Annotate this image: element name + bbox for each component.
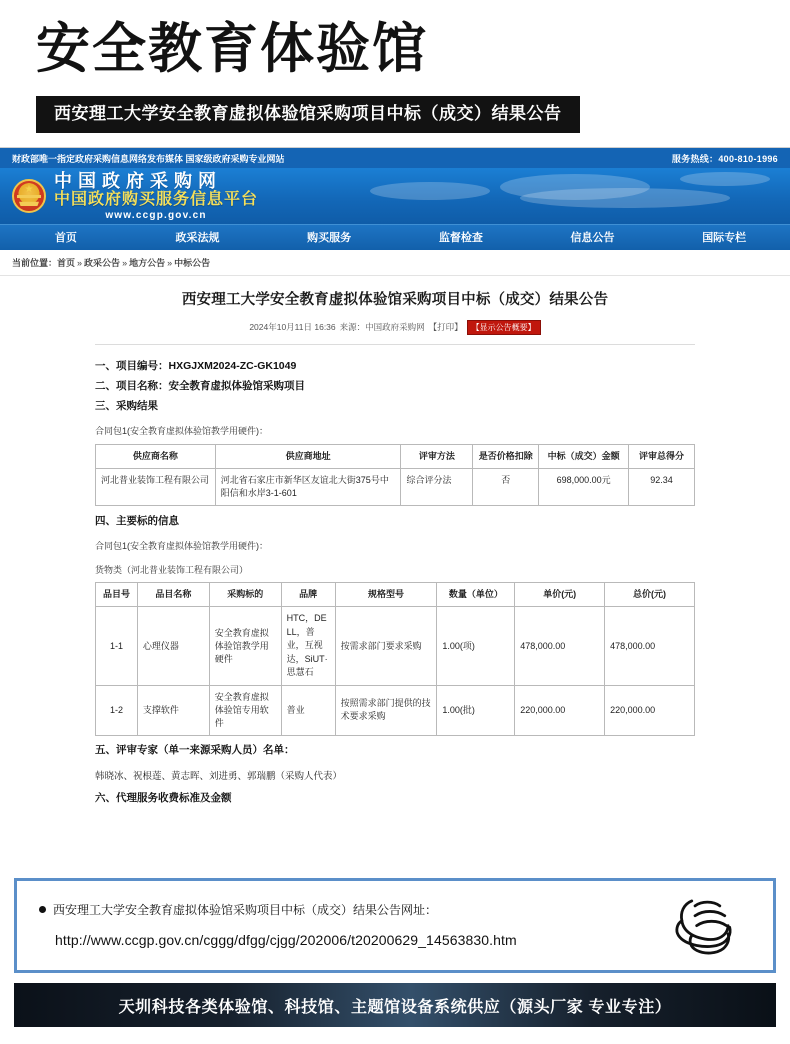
th-procurement-target: 采购标的 <box>209 583 281 607</box>
announcement-url[interactable]: http://www.ccgp.gov.cn/cggg/dfgg/cjgg/202006/t20200629_14563830.htm <box>55 932 517 948</box>
section-3-label: 三、采购结果 <box>95 399 158 412</box>
cloud-decoration <box>520 188 730 208</box>
nav-item-supervision[interactable]: 监督检查 <box>438 231 483 244</box>
emblem-bar <box>17 195 41 198</box>
emblem-gate <box>19 198 39 206</box>
gov-topbar <box>0 148 790 168</box>
nav-item-international[interactable]: 国际专栏 <box>702 231 747 244</box>
nav-item-services[interactable]: 购买服务 <box>307 231 352 244</box>
breadcrumb-item-local[interactable]: 地方公告 <box>129 258 166 269</box>
table-row <box>96 469 695 506</box>
result-table <box>95 444 695 506</box>
promo-subtitle: 西安理工大学安全教育虚拟体验馆采购项目中标（成交）结果公告 <box>36 96 580 133</box>
cell-supplier-name: 河北普业装饰工程有限公司 <box>96 469 216 506</box>
nav-item-home[interactable]: 首页 <box>54 231 77 244</box>
national-emblem-icon <box>12 179 46 213</box>
breadcrumb-item-policy[interactable]: 政采公告 <box>84 258 121 269</box>
th-quantity-unit: 数量（单位） <box>437 583 515 607</box>
cell-total-score: 92.34 <box>629 469 695 506</box>
cell-procurement-target: 安全教育虚拟体验馆教学用硬件 <box>209 607 281 686</box>
th-unit-price: 单价(元) <box>515 583 605 607</box>
cell-item-no: 1-1 <box>96 607 138 686</box>
callout-frame <box>14 878 776 973</box>
footer-banner-text: 天圳科技各类体验馆、科技馆、主题馆设备系统供应（源头厂家 专业专注） <box>118 998 672 1016</box>
cell-spec-model: 按需求部门要求采购 <box>335 607 437 686</box>
gov-logo-text <box>54 172 258 221</box>
cell-unit-price: 220,000.00 <box>515 685 605 735</box>
callout-bullet-text: 西安理工大学安全教育虚拟体验馆采购项目中标（成交）结果公告网址： <box>53 903 438 917</box>
footer-banner <box>14 983 776 1027</box>
cell-award-amount: 698,000.00元 <box>539 469 629 506</box>
cell-unit-price: 478,000.00 <box>515 607 605 686</box>
cell-spec-model: 按照需求部门提供的技术要求采购 <box>335 685 437 735</box>
breadcrumb <box>0 250 790 276</box>
nav-item-regulations[interactable]: 政采法规 <box>175 231 220 244</box>
cell-brand: HTC，DELL，普业，互视达，SiUT·思慧石 <box>281 607 335 686</box>
show-abstract-badge[interactable]: 【显示公告概要】 <box>467 320 541 335</box>
section-6-label: 六、代理服务收费标准及金额 <box>95 792 232 805</box>
breadcrumb-item-winner[interactable]: 中标公告 <box>174 258 211 269</box>
th-price-deduction: 是否价格扣除 <box>473 444 539 468</box>
breadcrumb-separator: » <box>77 257 83 268</box>
th-review-method: 评审方法 <box>401 444 473 468</box>
breadcrumb-item-home[interactable]: 首页 <box>57 258 76 269</box>
th-supplier-name: 供应商名称 <box>96 444 216 468</box>
cell-item-name: 支撑软件 <box>137 685 209 735</box>
cloud-decoration <box>680 172 770 186</box>
page-title: 西安理工大学安全教育虚拟体验馆采购项目中标（成交）结果公告 <box>181 292 609 309</box>
gov-nav-bar[interactable] <box>0 224 790 250</box>
cell-review-method: 综合评分法 <box>401 469 473 506</box>
cell-item-no: 1-2 <box>96 685 138 735</box>
cell-item-name: 心理仪器 <box>137 607 209 686</box>
breadcrumb-separator: » <box>122 257 128 268</box>
nav-item-announcements[interactable]: 信息公告 <box>570 231 615 244</box>
section-5-label: 五、评审专家（单一来源采购人员）名单： <box>95 744 295 757</box>
section-4-label: 四、主要标的信息 <box>95 515 179 528</box>
star-glyph: ★ <box>24 184 34 196</box>
th-total-price: 总价(元) <box>605 583 695 607</box>
section-1-label: 一、项目编号： <box>95 359 169 372</box>
package-note-2: 合同包1(安全教育虚拟体验馆教学用硬件)： <box>95 541 269 552</box>
project-name-value: 安全教育虚拟体验馆采购项目 <box>168 379 305 392</box>
package-note-1: 合同包1(安全教育虚拟体验馆教学用硬件)： <box>95 425 269 436</box>
bullet-dot-icon <box>39 906 46 913</box>
goods-note: 货物类（河北普业装饰工程有限公司） <box>95 565 249 576</box>
th-award-amount: 中标（成交）金额 <box>539 444 629 468</box>
items-table <box>95 582 695 736</box>
publish-source: 来源：中国政府采购网 <box>339 322 425 333</box>
th-spec-model: 规格型号 <box>335 583 437 607</box>
table-header-row <box>96 444 695 468</box>
table-row <box>96 685 695 735</box>
promo-subtitle-wrap <box>0 96 790 133</box>
gov-logo-line1: 中国政府采购网 <box>54 170 222 191</box>
table-row <box>96 607 695 686</box>
project-number-value: HXGJXM2024-ZC-GK1049 <box>168 359 297 372</box>
cell-total-price: 478,000.00 <box>605 607 695 686</box>
announcement-document <box>0 276 790 805</box>
gov-service-hotline: 服务热线：400-810-1996 <box>671 153 778 164</box>
table-header-row <box>96 583 695 607</box>
cell-brand: 普业 <box>281 685 335 735</box>
cell-quantity-unit: 1.00(项) <box>437 607 515 686</box>
callout-inner <box>23 887 767 964</box>
th-total-score: 评审总得分 <box>629 444 695 468</box>
cloud-decoration <box>370 182 490 200</box>
gov-logo-url: www.ccgp.gov.cn <box>105 209 207 221</box>
th-supplier-address: 供应商地址 <box>215 444 401 468</box>
cell-total-price: 220,000.00 <box>605 685 695 735</box>
document-meta <box>95 320 695 335</box>
cell-procurement-target: 安全教育虚拟体验馆专用软件 <box>209 685 281 735</box>
cell-price-deduction: 否 <box>473 469 539 506</box>
gov-topbar-slogan: 财政部唯一指定政府采购信息网络发布媒体 国家级政府采购专业网站 <box>12 153 285 164</box>
pointing-hand-icon <box>657 891 743 957</box>
print-link[interactable]: 【打印】 <box>428 322 463 333</box>
th-item-no: 品目号 <box>96 583 138 607</box>
gov-banner <box>0 168 790 224</box>
th-item-name: 品目名称 <box>137 583 209 607</box>
promo-header <box>0 0 790 133</box>
publish-date: 2024年10月11日 16:36 <box>249 322 336 333</box>
expert-names: 韩晓冰、祝根莲、黄志晖、刘进勇、郭瑞鹏（采购人代表） <box>95 770 343 782</box>
section-project-name <box>95 377 695 397</box>
gov-logo-line2: 中国政府购买服务信息平台 <box>54 190 259 208</box>
cell-quantity-unit: 1.00(批) <box>437 685 515 735</box>
callout-bullet-line <box>39 901 751 918</box>
divider <box>95 344 695 345</box>
breadcrumb-separator: » <box>167 257 173 268</box>
url-callout <box>14 878 776 1027</box>
cell-supplier-address: 河北省石家庄市新华区友谊北大街375号中阳信和水岸3-1-601 <box>215 469 401 506</box>
gov-website-screenshot <box>0 147 790 805</box>
breadcrumb-prefix: 当前位置： <box>12 258 58 269</box>
section-project-number <box>95 357 695 377</box>
section-2-label: 二、项目名称： <box>95 379 169 392</box>
promo-title: 安全教育体验馆 <box>36 19 428 79</box>
th-brand: 品牌 <box>281 583 335 607</box>
